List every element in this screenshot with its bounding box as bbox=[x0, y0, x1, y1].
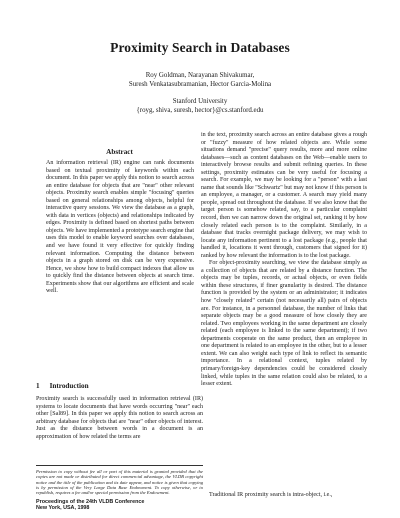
right-column-text bbox=[201, 132, 367, 389]
affiliation-emails: {royg, shiva, suresh, hector}@cs.stanford.edu bbox=[136, 106, 264, 114]
right-paragraph-2: For object-proximity searching, we view the database simply as a collection of objects that are related by a distance function. The objects may be tuples, records, or actual objects, or even fields within these structures, if finer granularity is desired. The distance function is provided by the system or an administrator; it indicates how "closely related" certain (not necessarily all) pairs of objects are. For instance, in a personnel database, the number of links that separate objects may be a good measure of how closely they are related. Two employees working in the same department are closely related (each employee is linked to the same department); if two departments cooperate on the same product, then an employee in one department is related to an employee in the other, but to a lesser extent. We can also weight each type of link to reflect its semantic importance. In a relational context, tuples related by primary/foreign-key dependencies could be considered closely linked, while tuples in the same relation could also be related, to a lesser extent. bbox=[201, 260, 367, 388]
copyright-footnote: Permission to copy without fee all or part of this material is granted provided that the copies are not made or distributed for direct commercial advantage, the VLDB copyright notice and the title of the publication and its date appear, and notice is given that copying is by permission of the Very Large Data Base Endowment. To copy otherwise, or to republish, requires a fee and/or special permission from the Endowment. bbox=[36, 469, 203, 496]
intro-section-title: Introduction bbox=[49, 382, 89, 390]
paper-title: Proximity Search in Databases bbox=[110, 40, 290, 55]
right-paragraph-1: in the text, proximity search across an entire database gives a rough or "fuzzy" measure of how related objects are. While some situations demand "precise" query results, more and more online databases—such as content databases on the Web—enable users to interactively browse results and submit refining queries. In these settings, proximity estimates can be very useful for focusing a search. For example, we may be looking for a "person" with a last name that sounds like "Schwartz" but may not know if this person is an employee, a manager, or a customer. A search may yield many people, spread out throughout the database. If we also know that the target person is somehow related, say, to a particular complaint record, then we can narrow down the original set, ranking it by how closely related each person is to the complaint. Similarly, in a database that tracks overnight package delivery, we may wish to locate any information pertinent to a lost package (e.g., people that handled it, locations it went through, customers that signed for it) ranked by how relevant the information is to the lost package. bbox=[201, 132, 367, 259]
conference-name: Proceedings of the 24th VLDB Conference bbox=[36, 499, 145, 505]
authors bbox=[0, 72, 400, 89]
footnote-divider bbox=[36, 465, 203, 466]
right-paragraph-3: Traditional IR proximity search is intra-object, i.e., bbox=[209, 492, 333, 498]
intro-heading bbox=[36, 382, 99, 390]
conference-info bbox=[36, 499, 203, 512]
authors-line-2: Suresh Venkatasubramanian, Hector Garcia-Molina bbox=[128, 80, 272, 88]
authors-line-1: Roy Goldman, Narayanan Shivakumar, bbox=[145, 72, 255, 79]
conference-location: New York, USA, 1998 bbox=[36, 505, 90, 512]
affiliation-line-1: Stanford University bbox=[172, 98, 228, 105]
intro-text: Proximity search is successfully used in information retrieval (IR) systems to locate documents that have words occurring "near" each other [Sal89]. In this paper we apply this notion to search across an arbitrary database for objects that are "near" other objects of interest. Just as the distance between words in a document is an approximation of how related the terms are bbox=[36, 396, 203, 440]
intro-section-number: 1 bbox=[36, 382, 40, 390]
abstract-text: An information retrieval (IR) engine can rank documents based on textual proximity of keywords within each document. In this paper we apply this notion to search across an entire database for objects that are "near" other relevant objects. Proximity search enables simple "focusing" queries based on general relationships among objects, helpful for interactive query sessions. We view the database as a graph, with data in vertices (objects) and relationships indicated by edges. Proximity is defined based on shortest paths between objects. We have implemented a prototype search engine that uses this model to enable keyword searches over databases, and we have found it very effective for quickly finding relevant information. Computing the distance between objects in a graph stored on disk can be very expensive. Hence, we show how to build compact indexes that allow us to quickly find the distance between objects at search time. Experiments show that our algorithms are efficient and scale well. bbox=[46, 160, 195, 295]
abstract-heading: Abstract bbox=[106, 148, 133, 156]
affiliation bbox=[0, 98, 400, 115]
